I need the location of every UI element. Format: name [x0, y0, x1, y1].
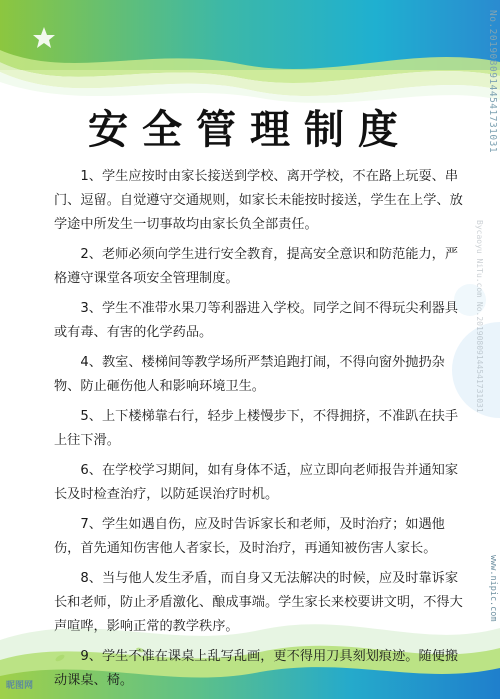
rules-list [54, 165, 470, 699]
rule-item-2: 2、老师必须向学生进行安全教育，提高安全意识和防范能力，严格遵守课堂各项安全管理制度。 [54, 247, 459, 286]
rule-item-4: 4、教室、楼梯间等教学场所严禁追跑打闹，不得向窗外抛扔杂物、防止砸伤他人和影响环境卫生。 [54, 355, 445, 394]
rule-item-6: 6、在学校学习期间，如有身体不适，应立即向老师报告并通知家长及时检查治疗，以防延误治疗时机。 [54, 463, 459, 502]
rule-item-3: 3、学生不准带水果刀等利器进入学校。同学之间不得玩尖利器具或有毒、有害的化学药品。 [54, 301, 459, 340]
page-title: 安全管理制度 [88, 107, 412, 153]
rule-item-1: 1、学生应按时由家长接送到学校、离开学校，不在路上玩耍、串门、逗留。自觉遵守交通规则，如家长未能按时接送，学生在上学、放学途中所发生一切事故均由家长负全部责任。 [54, 169, 463, 232]
rule-item-8: 8、当与他人发生矛盾，而自身又无法解决的时候，应及时靠诉家长和老师，防止矛盾激化、酿成事端。学生家长来校要讲文明，不得大声喧哗，影响正常的教学秩序。 [54, 571, 463, 634]
watermark-site: www.nipic.com [488, 555, 498, 622]
rule-item-7: 7、学生如遇自伤，应及时告诉家长和老师，及时治疗；如遇他伤，首先通知伤害他人者家长，及时治疗，再通知被伤害人家长。 [54, 517, 445, 556]
rule-item-5: 5、上下楼梯靠右行，轻步上楼慢步下，不得拥挤，不准趴在扶手上往下滑。 [54, 409, 459, 448]
rule-item-9: 9、学生不准在课桌上乱写乱画，更不得用刀具刻划痕迹。随便搬动课桌、椅。 [54, 649, 459, 688]
watermark-logo: 昵图网 [6, 681, 34, 691]
watermark-author: Bycaoyu NiTu.com No.20190809144541731031 [475, 220, 484, 413]
watermark-id: No.20190809144541731031 [487, 10, 498, 154]
